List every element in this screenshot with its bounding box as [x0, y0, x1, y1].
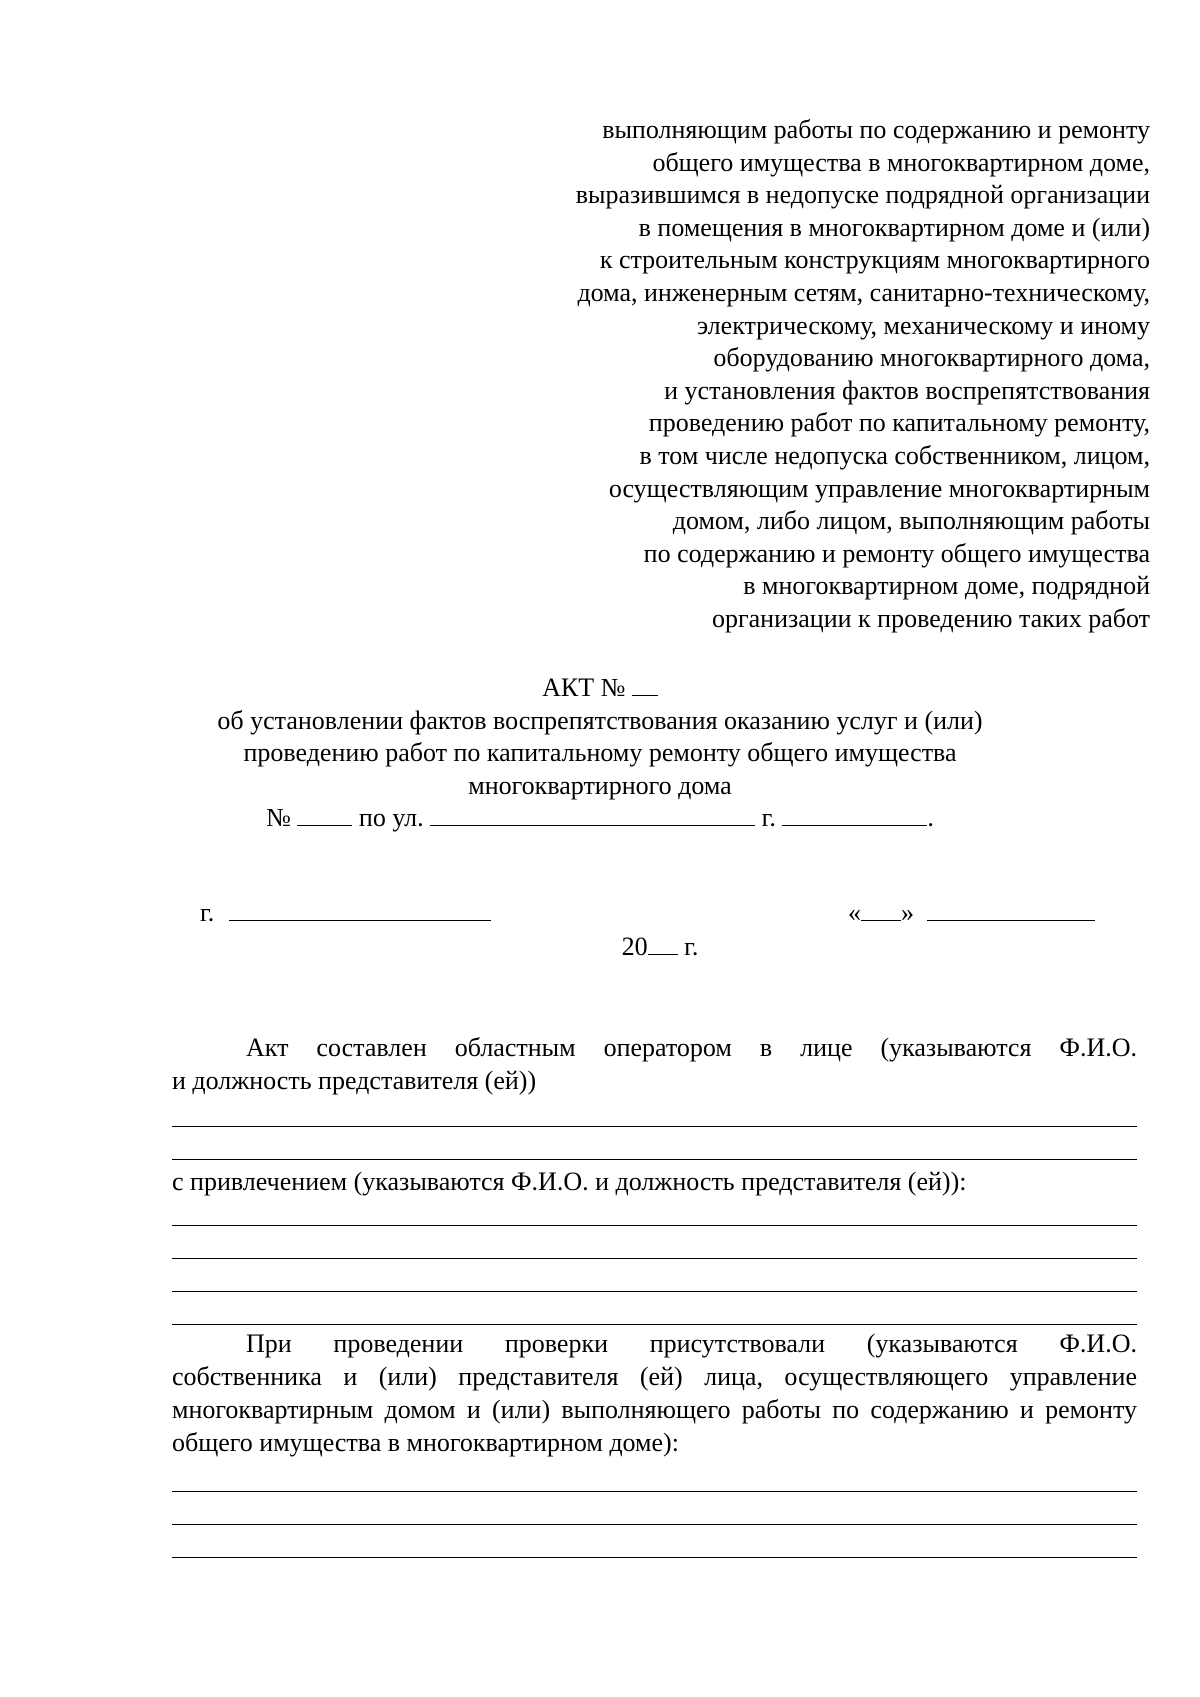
- fill-line[interactable]: [172, 1524, 1137, 1525]
- year-suffix: г.: [684, 932, 699, 961]
- fill-line[interactable]: [172, 1324, 1137, 1325]
- date-open-quote: «: [848, 898, 861, 927]
- heading-line: и установления фактов воспрепятствования: [664, 375, 1150, 405]
- year-field[interactable]: [648, 932, 678, 955]
- year-prefix: 20: [621, 932, 648, 961]
- present-paragraph: [172, 1327, 1137, 1459]
- address-line: [0, 802, 1200, 835]
- fill-line[interactable]: [172, 1225, 1137, 1226]
- address-end: .: [927, 803, 934, 832]
- place-line: [200, 898, 491, 928]
- date-close-quote: »: [901, 898, 914, 927]
- with-participation-text: с привлечением (указываются Ф.И.О. и должность представителя (ей)):: [172, 1167, 967, 1196]
- heading-line: в многоквартирном доме, подрядной: [743, 571, 1150, 601]
- place-city-label: г.: [200, 898, 215, 927]
- street-label: по ул.: [358, 803, 424, 832]
- city-label: г.: [761, 803, 776, 832]
- heading-line: к строительным конструкциям многоквартирного: [599, 245, 1150, 275]
- street-field[interactable]: [430, 803, 755, 826]
- fill-line[interactable]: [172, 1491, 1137, 1492]
- month-field[interactable]: [927, 898, 1095, 921]
- act-number: [0, 672, 1200, 705]
- heading-line: выразившимся в недопуске подрядной организации: [575, 180, 1150, 210]
- heading-line: оборудованию многоквартирного дома,: [713, 343, 1150, 373]
- present-rest-text: собственника и (или) представителя (ей) лица, осуществляющего управление многоквартирным домом и (или) выполняющего работы по содержанию и ремонту общего имущества в многоквартирном доме):: [172, 1362, 1137, 1457]
- heading-line: домом, либо лицом, выполняющим работы: [672, 506, 1150, 536]
- fill-line[interactable]: [172, 1159, 1137, 1160]
- fill-line[interactable]: [172, 1291, 1137, 1292]
- heading-line: по содержанию и ремонту общего имущества: [643, 538, 1150, 568]
- heading-line: электрическому, механическому и иному: [696, 310, 1150, 340]
- heading-line: в том числе недопуска собственником, лицом,: [639, 440, 1150, 470]
- year-line: [0, 932, 1200, 962]
- fill-line[interactable]: [172, 1126, 1137, 1127]
- city-field[interactable]: [782, 803, 927, 826]
- act-subtitle-line: об установлении фактов воспрепятствования оказанию услуг и (или): [217, 705, 983, 735]
- act-number-field[interactable]: [632, 673, 658, 696]
- act-title: [0, 672, 1200, 835]
- heading-line: выполняющим работы по содержанию и ремонту: [602, 115, 1150, 144]
- heading-line: в помещения в многоквартирном доме и (или): [638, 212, 1150, 242]
- document-heading: [450, 114, 1150, 636]
- composed-by-first-line: Акт составлен областным оператором в лице (указываются Ф.И.О.: [246, 1033, 1137, 1062]
- composed-by-second-line: и должность представителя (ей)): [172, 1066, 537, 1095]
- present-first-line: При проведении проверки присутствовали (указываются Ф.И.О.: [246, 1329, 1137, 1358]
- act-subtitle-line: многоквартирного дома: [468, 770, 732, 800]
- act-number-label: АКТ №: [542, 673, 626, 702]
- fill-line[interactable]: [172, 1557, 1137, 1558]
- place-city-field[interactable]: [229, 898, 491, 921]
- day-field[interactable]: [861, 898, 901, 921]
- house-number-label: №: [266, 803, 291, 832]
- heading-line: общего имущества в многоквартирном доме,: [652, 147, 1150, 177]
- fill-line[interactable]: [172, 1258, 1137, 1259]
- heading-line: организации к проведению таких работ: [711, 603, 1150, 633]
- composed-by-paragraph: [172, 1031, 1137, 1097]
- heading-line: осуществляющим управление многоквартирным: [608, 473, 1150, 503]
- heading-line: проведению работ по капитальному ремонту,: [648, 408, 1150, 438]
- house-number-field[interactable]: [297, 803, 352, 826]
- act-subtitle-line: проведению работ по капитальному ремонту общего имущества: [243, 738, 957, 767]
- heading-line: дома, инженерным сетям, санитарно-техническому,: [577, 277, 1150, 307]
- date-line: [848, 898, 1095, 928]
